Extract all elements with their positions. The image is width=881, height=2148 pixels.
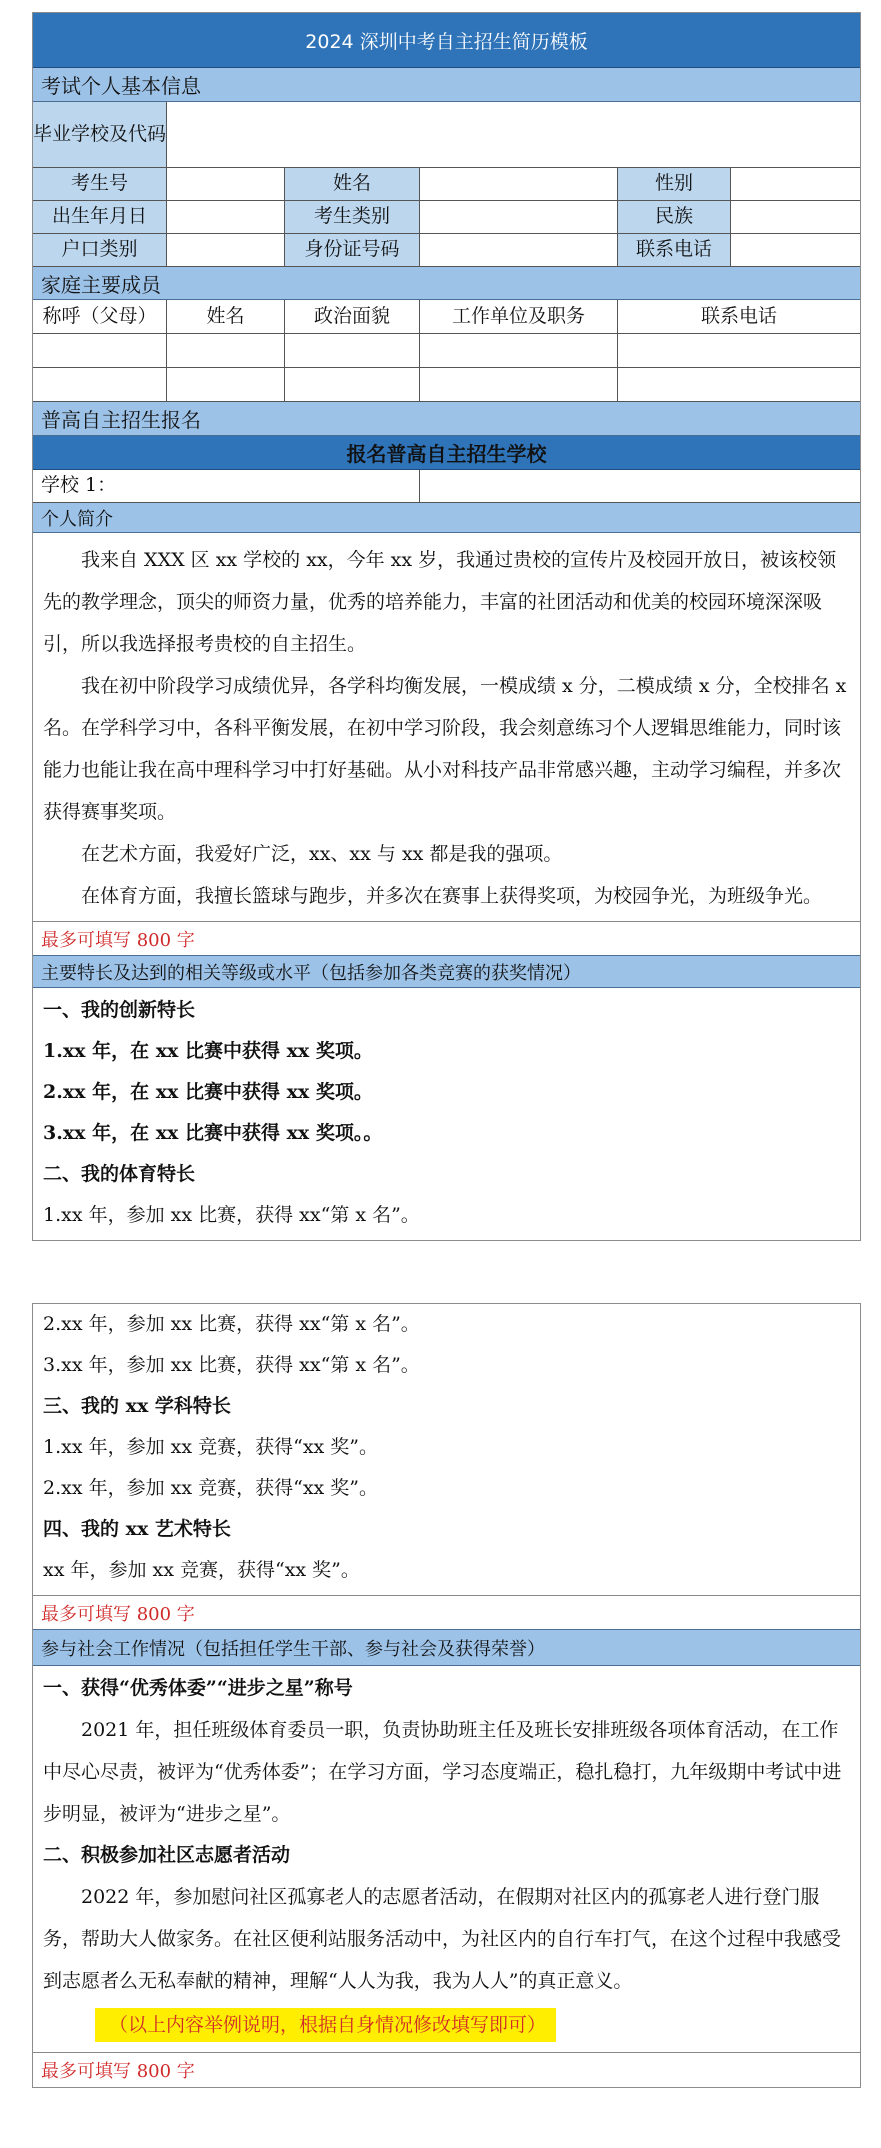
social-heading: 一、获得“优秀体委”“进步之星”称号 xyxy=(43,1677,353,1699)
intro-text[interactable] xyxy=(33,533,860,922)
school1-row xyxy=(33,470,860,503)
ethnicity-field[interactable] xyxy=(731,201,860,233)
resume-page-1 xyxy=(32,12,861,1241)
social-heading: 二、积极参加社区志愿者活动 xyxy=(43,1844,291,1866)
specialty-item: 2.xx 年，参加 xx 比赛，获得 xx“第 x 名”。 xyxy=(43,1313,420,1335)
family-row xyxy=(33,334,860,368)
gender-field[interactable] xyxy=(731,168,860,200)
school-field[interactable] xyxy=(167,102,860,167)
specialties-text-page2[interactable] xyxy=(33,1304,860,1596)
intro-paragraph: 在体育方面，我擅长篮球与跑步，并多次在赛事上获得奖项，为校园争光，为班级争光。 xyxy=(81,885,823,907)
specialty-item: 1.xx 年，参加 xx 竞赛，获得“xx 奖”。 xyxy=(43,1436,379,1458)
name-label: 姓名 xyxy=(285,168,420,200)
specialty-item: 1.xx 年，在 xx 比赛中获得 xx 奖项。 xyxy=(43,1040,373,1062)
family-header-employer: 工作单位及职务 xyxy=(420,300,618,333)
family-name-field[interactable] xyxy=(167,368,285,401)
section-intro: 个人简介 xyxy=(33,503,860,533)
household-type-label: 户口类别 xyxy=(33,234,167,266)
info-row-3 xyxy=(33,234,860,267)
info-row-1 xyxy=(33,168,860,201)
section-application: 普高自主招生报名 xyxy=(33,402,860,436)
family-employer-field[interactable] xyxy=(420,368,618,401)
family-phone-field[interactable] xyxy=(618,334,860,367)
example-note-highlight: （以上内容举例说明，根据自身情况修改填写即可） xyxy=(95,2008,556,2042)
specialties-text-page1[interactable] xyxy=(33,988,860,1240)
candidate-type-field[interactable] xyxy=(420,201,618,233)
family-employer-field[interactable] xyxy=(420,334,618,367)
family-political-field[interactable] xyxy=(285,334,420,367)
gender-label: 性别 xyxy=(618,168,731,200)
school1-label: 学校 1： xyxy=(33,470,420,502)
specialty-item: xx 年，参加 xx 竞赛，获得“xx 奖”。 xyxy=(43,1559,360,1581)
family-header-relation: 称呼（父母） xyxy=(33,300,167,333)
family-relation-field[interactable] xyxy=(33,334,167,367)
id-number-label: 身份证号码 xyxy=(285,234,420,266)
family-relation-field[interactable] xyxy=(33,368,167,401)
document-title: 2024 深圳中考自主招生简历模板 xyxy=(33,13,860,68)
specialty-heading: 四、我的 xx 艺术特长 xyxy=(43,1518,231,1540)
intro-char-limit: 最多可填写 800 字 xyxy=(33,922,860,956)
specialty-heading: 二、我的体育特长 xyxy=(43,1163,196,1185)
social-char-limit: 最多可填写 800 字 xyxy=(41,2061,195,2082)
school1-field[interactable] xyxy=(420,470,860,502)
section-specialties: 主要特长及达到的相关等级或水平（包括参加各类竞赛的获奖情况） xyxy=(33,956,860,988)
birthdate-label: 出生年月日 xyxy=(33,201,167,233)
specialty-item: 2.xx 年，参加 xx 竞赛，获得“xx 奖”。 xyxy=(43,1477,379,1499)
exam-number-label: 考生号 xyxy=(33,168,167,200)
family-name-field[interactable] xyxy=(167,334,285,367)
intro-paragraph: 我在初中阶段学习成绩优异，各学科均衡发展，一模成绩 x 分，二模成绩 x 分，全校排名 x 名。在学科学习中，各科平衡发展，在初中学习阶段，我会刻意练习个人逻辑思维能力，同时该能力也能让我在高中理科学习中打好基础。从小对科技产品非常感兴趣，主动学习编程，并多次获得赛事奖项。 xyxy=(43,675,847,823)
phone-label: 联系电话 xyxy=(618,234,731,266)
family-political-field[interactable] xyxy=(285,368,420,401)
social-text[interactable] xyxy=(33,1666,860,2053)
exam-number-field[interactable] xyxy=(167,168,285,200)
specialty-item: 3.xx 年，在 xx 比赛中获得 xx 奖项。。 xyxy=(43,1122,383,1144)
specialty-heading: 三、我的 xx 学科特长 xyxy=(43,1395,231,1417)
section-family: 家庭主要成员 xyxy=(33,267,860,300)
family-phone-field[interactable] xyxy=(618,368,860,401)
birthdate-field[interactable] xyxy=(167,201,285,233)
household-type-field[interactable] xyxy=(167,234,285,266)
name-field[interactable] xyxy=(420,168,618,200)
social-paragraph: 2021 年，担任班级体育委员一职，负责协助班主任及班长安排班级各项体育活动，在工作中尽心尽责，被评为“优秀体委”；在学习方面，学习态度端正，稳扎稳打，九年级期中考试中进步明显，被评为“进步之星”。 xyxy=(43,1719,842,1825)
id-number-field[interactable] xyxy=(420,234,618,266)
family-row xyxy=(33,368,860,402)
ethnicity-label: 民族 xyxy=(618,201,731,233)
intro-paragraph: 在艺术方面，我爱好广泛，xx、xx 与 xx 都是我的强项。 xyxy=(81,843,563,865)
family-header-name: 姓名 xyxy=(167,300,285,333)
family-header-political: 政治面貌 xyxy=(285,300,420,333)
section-basic-info: 考试个人基本信息 xyxy=(33,68,860,102)
specialty-item: 1.xx 年，参加 xx 比赛，获得 xx“第 x 名”。 xyxy=(43,1204,420,1226)
specialty-item: 3.xx 年，参加 xx 比赛，获得 xx“第 x 名”。 xyxy=(43,1354,420,1376)
school-row xyxy=(33,102,860,168)
specialty-item: 2.xx 年，在 xx 比赛中获得 xx 奖项。 xyxy=(43,1081,373,1103)
family-header-phone: 联系电话 xyxy=(618,300,860,333)
info-row-2 xyxy=(33,201,860,234)
specialties-char-limit: 最多可填写 800 字 xyxy=(33,1596,860,1630)
application-schools-header: 报名普高自主招生学校 xyxy=(33,436,860,470)
resume-page-2 xyxy=(32,1303,861,2088)
social-paragraph: 2022 年，参加慰问社区孤寡老人的志愿者活动，在假期对社区内的孤寡老人进行登门服务，帮助大人做家务。在社区便利站服务活动中，为社区内的自行车打气，在这个过程中我感受到志愿者么无私奉献的精神，理解“人人为我，我为人人”的真正意义。 xyxy=(43,1886,842,1992)
specialty-heading: 一、我的创新特长 xyxy=(43,999,196,1021)
intro-paragraph: 我来自 XXX 区 xx 学校的 xx，今年 xx 岁，我通过贵校的宣传片及校园开放日，被该校领先的教学理念，顶尖的师资力量，优秀的培养能力，丰富的社团活动和优美的校园环境深深吸引，所以我选择报考贵校的自主招生。 xyxy=(43,549,837,655)
section-social-work: 参与社会工作情况（包括担任学生干部、参与社会及获得荣誉） xyxy=(33,1630,860,1666)
phone-field[interactable] xyxy=(731,234,860,266)
family-header-row xyxy=(33,300,860,334)
school-label: 毕业学校及代码 xyxy=(33,102,167,167)
candidate-type-label: 考生类别 xyxy=(285,201,420,233)
